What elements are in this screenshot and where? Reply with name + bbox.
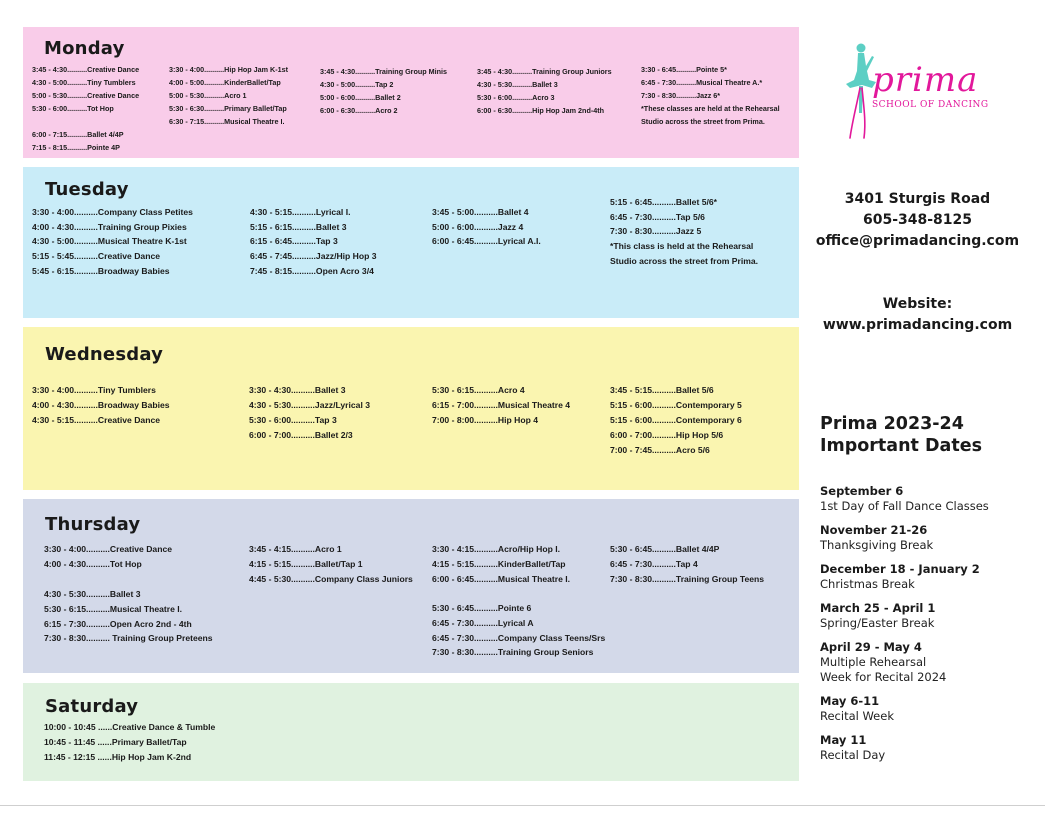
class-entry: 6:00 - 6:30..........Acro 2 [320,106,398,115]
class-entry: 7:30 - 8:30..........Jazz 5 [610,226,702,237]
class-entry: 3:30 - 4:00..........Hip Hop Jam K-1st [169,65,289,74]
class-entry: Studio across the street from Prima. [610,255,759,266]
date-label: March 25 - April 1 [820,601,936,615]
date-item [820,562,1035,592]
wednesday-col-2 [249,383,370,443]
page-divider [0,805,1045,806]
monday-col-2 [169,63,288,128]
class-entry: 5:00 - 5:30..........Creative Dance [32,91,140,100]
class-entry: 7:45 - 8:15..........Open Acro 3/4 [250,265,374,276]
class-entry: 4:30 - 5:15..........Creative Dance [32,414,161,425]
class-entry: 3:30 - 4:00..........Tiny Tumblers [32,385,156,395]
tuesday-col-3 [432,205,541,249]
class-entry: 5:00 - 6:00..........Jazz 4 [432,221,524,232]
thursday-col-3b [432,601,605,660]
class-entry: 7:00 - 8:00..........Hip Hop 4 [432,414,539,425]
logo-tagline: SCHOOL OF DANCING [872,100,989,110]
date-item [820,640,1035,685]
thursday-col-1 [44,542,172,572]
class-entry: 6:45 - 7:30..........Tap 5/6 [610,211,705,222]
class-entry: 3:30 - 4:00..........Company Class Petites [32,207,193,217]
class-entry: 7:30 - 8:30..........Training Group Teens [610,573,765,584]
class-entry: 3:45 - 5:00..........Ballet 4 [432,207,529,217]
class-entry: 4:00 - 5:00..........KinderBallet/Tap [169,78,281,87]
date-item [820,694,1035,724]
date-description: Christmas Break [820,577,915,591]
tuesday-col-1 [32,205,193,278]
class-entry: 5:00 - 5:30..........Acro 1 [169,91,247,100]
date-label: November 21-26 [820,523,928,537]
date-item [820,733,1035,763]
thursday-title: Thursday [45,514,141,535]
class-entry: 4:00 - 4:30..........Training Group Pixies [32,221,187,232]
date-label: May 6-11 [820,694,880,708]
class-entry: 6:00 - 7:00..........Ballet 2/3 [249,429,353,440]
date-item [820,484,1035,514]
monday-panel [23,27,799,158]
wednesday-title: Wednesday [45,344,164,365]
saturday-col-1 [44,720,215,765]
class-entry: 5:15 - 6:00..........Contemporary 6 [610,414,742,425]
class-entry: 7:15 - 8:15..........Pointe 4P [32,143,120,152]
class-entry: 3:45 - 4:30..........Creative Dance [32,65,140,74]
class-entry: 4:30 - 5:00..........Musical Theatre K-1st [32,236,187,247]
class-entry: 3:30 - 4:00..........Creative Dance [44,544,173,554]
date-description: Recital Week [820,709,894,723]
class-entry: 5:30 - 6:00..........Tap 3 [249,414,337,425]
class-entry: 6:15 - 6:45..........Tap 3 [250,236,338,247]
thursday-col-4 [610,542,764,586]
logo-wordmark: prima [872,60,979,100]
class-entry: 5:30 - 6:15..........Acro 4 [432,385,525,395]
tuesday-col-4 [610,195,758,268]
monday-col-1 [32,63,139,115]
thursday-col-1b [44,587,213,646]
class-entry: 6:15 - 7:30..........Open Acro 2nd - 4th [44,618,192,629]
class-entry: 4:45 - 5:30..........Company Class Juniors [249,573,413,584]
class-entry: 10:00 - 10:45 ......Creative Dance & Tumble [44,722,216,732]
class-entry: 4:30 - 5:00..........Tiny Tumblers [32,78,136,87]
important-dates-list [820,484,1035,772]
date-description: Recital Day [820,748,886,762]
class-entry: 4:00 - 4:30..........Broadway Babies [32,399,170,410]
address: 3401 Sturgis Road [844,191,991,207]
saturday-title: Saturday [45,696,139,717]
class-entry: *These classes are held at the Rehearsal [641,104,780,113]
date-description: Multiple Rehearsal [820,655,927,669]
date-label: May 11 [820,733,867,747]
dates-title [820,413,982,457]
class-entry: 3:45 - 4:30..........Training Group Juniors [477,67,612,76]
tuesday-col-2 [250,205,377,278]
class-entry: 5:45 - 6:15..........Broadway Babies [32,265,170,276]
dates-title-line-1: Prima 2023-24 [820,414,964,434]
class-entry: 7:00 - 7:45..........Acro 5/6 [610,444,710,455]
monday-title: Monday [44,38,125,59]
class-entry: 6:45 - 7:30..........Company Class Teens/Srs [432,632,606,643]
class-entry: 4:30 - 5:30..........Ballet 3 [477,80,558,89]
class-entry: 11:45 - 12:15 ......Hip Hop Jam K-2nd [44,752,192,762]
date-description: Week for Recital 2024 [820,670,947,684]
class-entry: 5:15 - 5:45..........Creative Dance [32,251,161,262]
thursday-panel [23,499,799,673]
thursday-col-2 [249,542,413,586]
class-entry: 3:30 - 6:45..........Pointe 5* [641,65,727,74]
class-entry: 6:00 - 7:00..........Hip Hop 5/6 [610,429,724,440]
date-label: December 18 - January 2 [820,562,980,576]
wednesday-panel [23,327,799,490]
class-entry: 10:45 - 11:45 ......Primary Ballet/Tap [44,737,187,747]
class-entry: 4:15 - 5:15..........Ballet/Tap 1 [249,558,363,569]
website-label: Website: [882,296,953,312]
class-entry: 3:45 - 4:15..........Acro 1 [249,544,342,554]
class-entry: 7:30 - 8:30.......... Training Group Preteens [44,633,213,644]
class-entry: 3:45 - 4:30..........Training Group Minis [320,67,448,76]
date-label: April 29 - May 4 [820,640,922,654]
class-entry: 6:45 - 7:30..........Musical Theatre A.* [641,78,763,87]
class-entry: 6:00 - 6:45..........Lyrical A.I. [432,236,541,247]
class-entry: 6:00 - 6:30..........Hip Hop Jam 2nd-4th [477,106,605,115]
class-entry: 6:45 - 7:45..........Jazz/Hip Hop 3 [250,251,377,262]
dates-title-line-2: Important Dates [820,436,983,456]
class-entry: 3:30 - 4:30..........Ballet 3 [249,385,346,395]
class-entry: 3:45 - 5:15..........Ballet 5/6 [610,385,714,395]
class-entry: 5:30 - 6:45..........Ballet 4/4P [610,544,720,554]
wednesday-col-4 [610,383,742,457]
class-entry: 7:30 - 8:30..........Jazz 6* [641,91,721,100]
date-description: Thanksgiving Break [820,538,934,552]
monday-col-3 [320,65,447,117]
wednesday-col-3 [432,383,570,428]
class-entry: 5:30 - 6:30..........Primary Ballet/Tap [169,104,287,113]
class-entry: 6:45 - 7:30..........Tap 4 [610,558,698,569]
website-block [810,294,1025,336]
class-entry: 6:30 - 7:15..........Musical Theatre I. [169,117,285,126]
class-entry: 4:00 - 4:30..........Tot Hop [44,558,142,569]
class-entry: 3:30 - 4:15..........Acro/Hip Hop I. [432,544,560,554]
class-entry: 5:30 - 6:45..........Pointe 6 [432,603,532,613]
date-label: September 6 [820,484,904,498]
prima-logo [836,38,989,144]
class-entry: 6:15 - 7:00..........Musical Theatre 4 [432,399,571,410]
class-entry: 4:30 - 5:30..........Ballet 3 [44,589,141,599]
class-entry: 5:00 - 6:00..........Ballet 2 [320,93,401,102]
class-entry: 5:15 - 6:45..........Ballet 5/6* [610,197,717,207]
class-entry: 5:15 - 6:00..........Contemporary 5 [610,399,742,410]
thursday-col-3 [432,542,570,586]
monday-col-5 [641,63,780,128]
tuesday-title: Tuesday [45,179,129,200]
date-item [820,523,1035,553]
class-entry: 4:30 - 5:00..........Tap 2 [320,80,394,89]
class-entry: 4:15 - 5:15..........KinderBallet/Tap [432,558,566,569]
class-entry: 6:00 - 7:15..........Ballet 4/4P [32,130,124,139]
monday-col-4 [477,65,612,117]
class-entry: 5:30 - 6:15..........Musical Theatre I. [44,603,183,614]
date-description: Spring/Easter Break [820,616,935,630]
email-link[interactable]: office@primadancing.com [815,233,1020,249]
class-entry: 7:30 - 8:30..........Training Group Seniors [432,647,594,658]
class-entry: *This class is held at the Rehearsal [610,241,754,252]
class-entry: 4:30 - 5:30..........Jazz/Lyrical 3 [249,399,371,410]
date-description: 1st Day of Fall Dance Classes [820,499,989,513]
class-entry: 6:45 - 7:30..........Lyrical A [432,617,534,628]
tuesday-panel [23,167,799,318]
class-entry: 5:30 - 6:00..........Acro 3 [477,93,555,102]
class-entry: 6:00 - 6:45..........Musical Theatre I. [432,573,571,584]
saturday-panel [23,683,799,781]
phone: 605-348-8125 [862,212,973,228]
class-entry: 5:30 - 6:00..........Tot Hop [32,104,114,113]
class-entry: 5:15 - 6:15..........Ballet 3 [250,221,347,232]
website-link[interactable]: www.primadancing.com [822,317,1013,333]
monday-col-1b [32,128,123,154]
date-item [820,601,1035,631]
class-entry: 4:30 - 5:15..........Lyrical I. [250,207,351,217]
contact-block [810,189,1025,252]
class-entry: Studio across the street from Prima. [641,117,765,126]
wednesday-col-1 [32,383,170,428]
